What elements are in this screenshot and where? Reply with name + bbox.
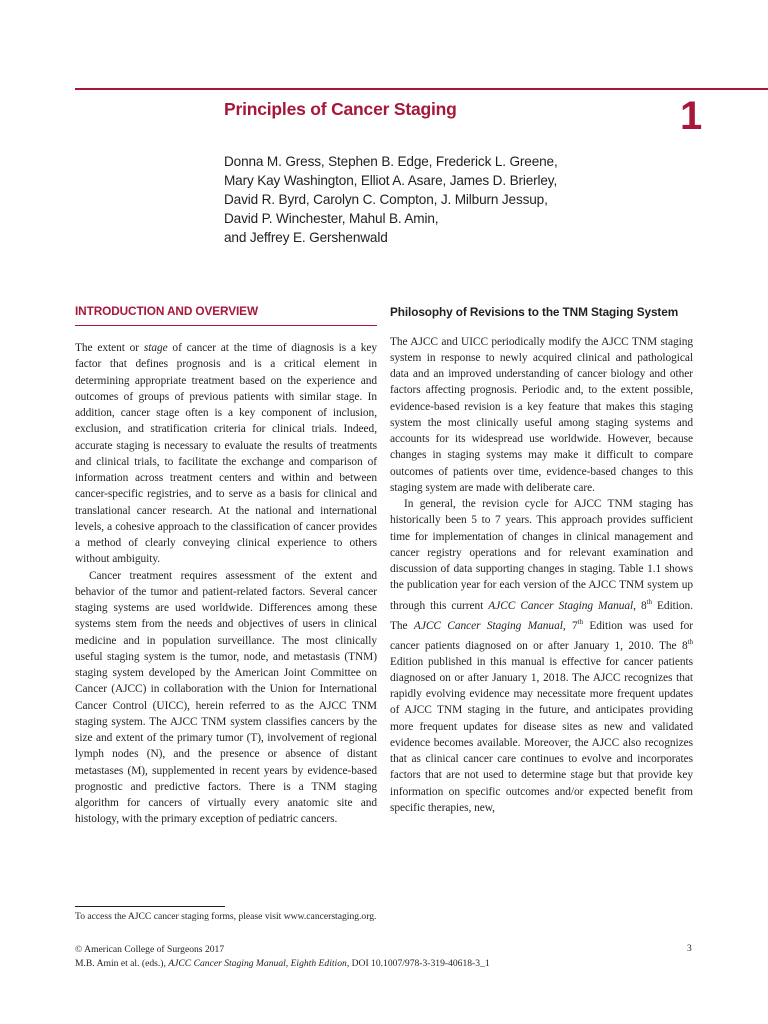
- intro-paragraph-2: Cancer treatment requires assessment of the extent and behavior of the tumor and patient-related factors. Several cancer staging systems are used worldwide. Differences among these systems stem from the needs and objectives of users in clinical medicine and in population surveillance. The most clinically useful staging system is the tumor, node, and metastasis (TNM) staging system developed by the American Joint Committee on Cancer (AJCC) in collaboration with the Union for International Cancer Control (UICC), herein referred to as the AJCC TNM staging system. The AJCC TNM system classifies cancers by the size and extent of the primary tumor (T), involvement of regional lymph nodes (N), and the presence or absence of distant metastases (M), supplemented in recent years by evidence-based prognostic and predictive factors. There is a TNM staging algorithm for cancers of virtually every anatomic site and histology, with the primary exception of pediatric cancers.: [75, 569, 377, 826]
- philosophy-paragraph-2: In general, the revision cycle for AJCC TNM staging has historically been 5 to 7 years. This approach provides sufficient time for implementation of changes in clinical management and cancer registry operations and for relevant examination and discussion of data supporting changes in staging. Table 1.1 shows the publication year for each version of the AJCC TNM system up through this current AJCC Cancer Staging Manual, 8th Edition. The AJCC Cancer Staging Manual, 7th Edition was used for cancer patients diagnosed on or after January 1, 2010. The 8th Edition published in this manual is effective for cancer patients diagnosed on or after January 1, 2018. The AJCC recognizes that rapidly evolving evidence may necessitate more frequent updates of AJCC TNM staging in the future, and anticipates providing more frequent updates for disease sites as new and validated evidence becomes available. Moreover, the AJCC also recognizes that as clinical cancer care continues to evolve and incorporates factors that are not used to determine stage but that provide key information on specific outcomes and/or expected benefit from specific therapies, new,: [390, 498, 693, 814]
- right-column: [390, 304, 693, 816]
- author-line: Mary Kay Washington, Elliot A. Asare, James D. Brierley,: [224, 173, 558, 188]
- citation-line: M.B. Amin et al. (eds.), AJCC Cancer Staging Manual, Eighth Edition, DOI 10.1007/978-3-319-40618-3_1: [75, 958, 490, 969]
- section-heading-introduction: INTRODUCTION AND OVERVIEW: [75, 304, 258, 318]
- copyright-line: © American College of Surgeons 2017: [75, 944, 225, 955]
- footnote-rule: [75, 906, 225, 907]
- author-line: David R. Byrd, Carolyn C. Compton, J. Milburn Jessup,: [224, 192, 548, 207]
- author-list: [224, 152, 644, 247]
- copyright-block: [75, 943, 490, 971]
- chapter-number: 1: [680, 94, 703, 138]
- author-line: David P. Winchester, Mahul B. Amin,: [224, 211, 439, 226]
- philosophy-paragraph-1: The AJCC and UICC periodically modify the AJCC TNM staging system in response to newly acquired clinical and pathological data and an improved understanding of cancer biology and other factors affecting prognosis. Periodic and, to the extent possible, evidence-based revision is a key feature that makes this staging system the most clinically useful among staging systems and accounts for its widespread use worldwide. However, because changes in staging systems may make it difficult to compare outcomes of patients over time, evidence-based changes to this staging system are made with deliberate care.: [390, 335, 693, 494]
- subheading-philosophy: Philosophy of Revisions to the TNM Staging System: [390, 305, 679, 319]
- chapter-title: Principles of Cancer Staging: [224, 99, 457, 119]
- section-heading-rule: [75, 325, 377, 326]
- footnote: To access the AJCC cancer staging forms, please visit www.cancerstaging.org.: [75, 911, 377, 922]
- page-number: 3: [687, 943, 692, 954]
- chapter-top-rule: [75, 88, 768, 90]
- author-line: and Jeffrey E. Gershenwald: [224, 230, 388, 245]
- author-line: Donna M. Gress, Stephen B. Edge, Frederick L. Greene,: [224, 154, 558, 169]
- intro-paragraph-1: The extent or stage of cancer at the time of diagnosis is a key factor that defines prognosis and is a critical element in determining appropriate treatment based on the experience and outcomes of groups of previous patients with similar stage. In addition, cancer stage often is a key component of inclusion, exclusion, and stratification criteria for clinical trials. Indeed, accurate staging is necessary to evaluate the results of treatments and clinical trials, to facilitate the exchange and comparison of information across treatment centers and within and between cancer-specific registries, and to serve as a basis for clinical and translational cancer research. At the national and international levels, a cohesive approach to the classification of cancer provides a method of clearly conveying clinical experience to others without ambiguity.: [75, 342, 377, 566]
- left-column: [75, 304, 377, 828]
